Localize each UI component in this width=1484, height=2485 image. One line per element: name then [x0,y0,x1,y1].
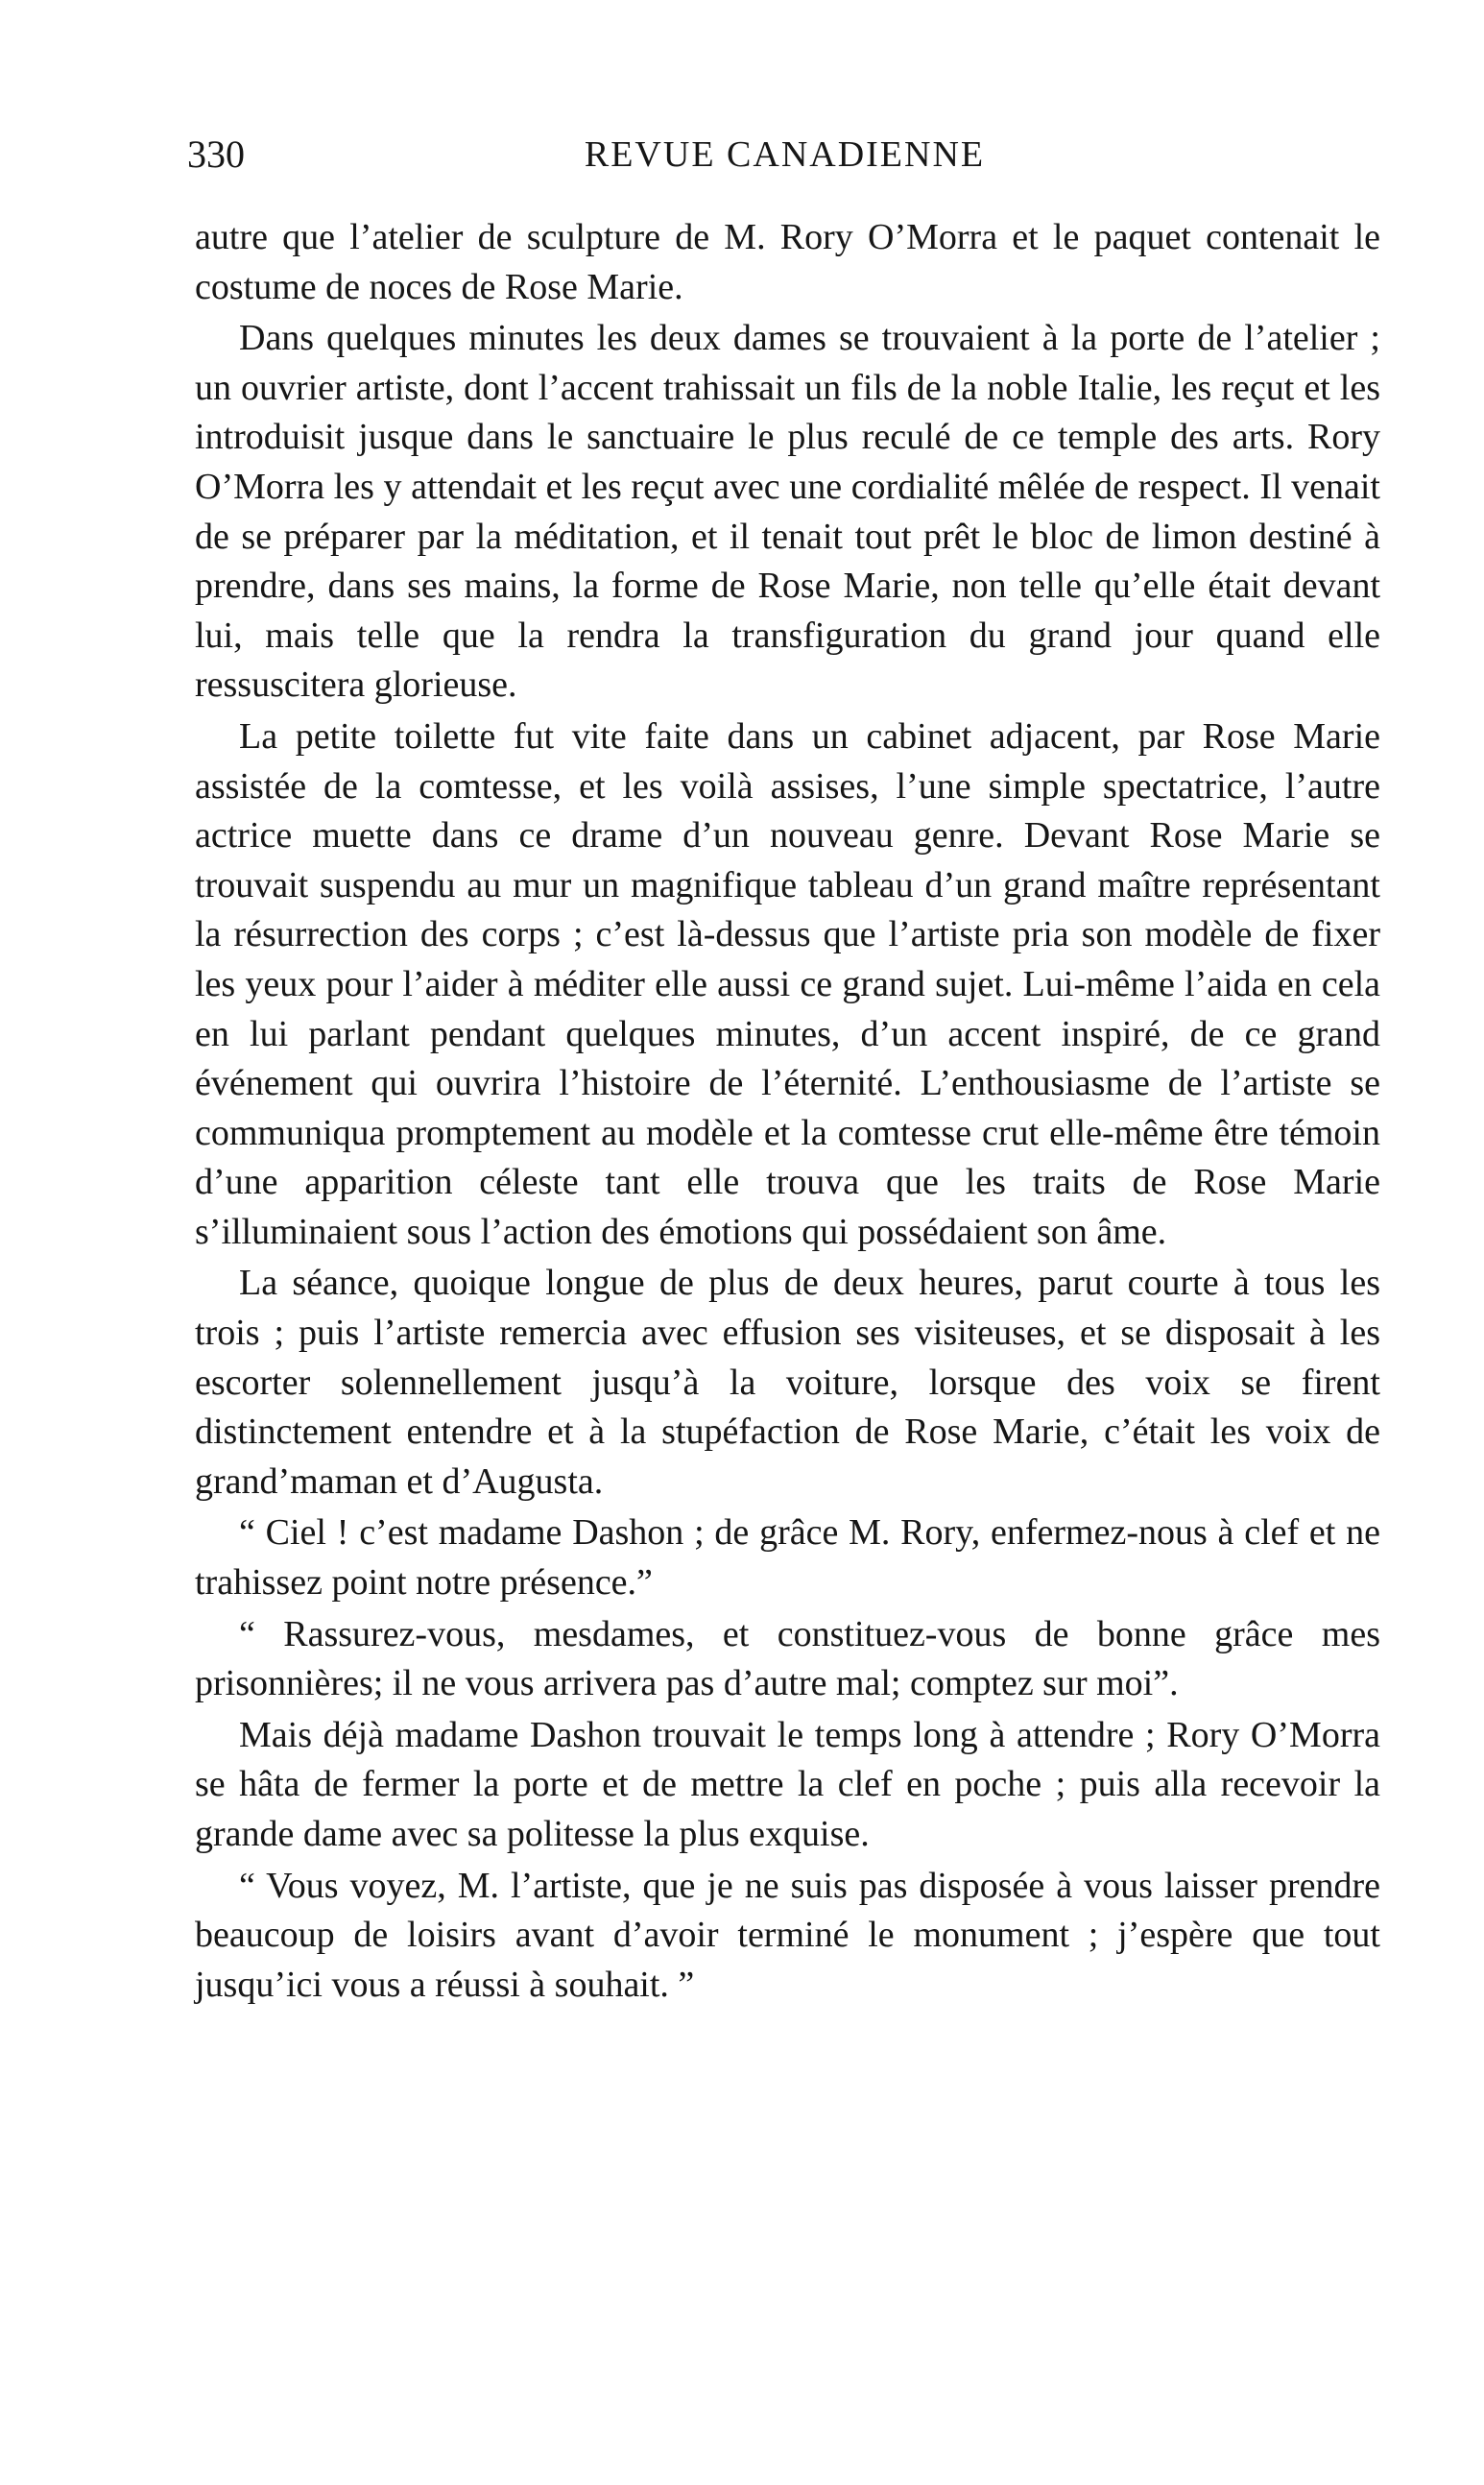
paragraph-atelier-arrival: Dans quelques minutes les deux dames se trouvaient à la porte de l’atelier ; un ouvrier artiste, dont l’accent trahissait un fils de la noble Italie, les reçut et les introduisit jusque dans le sanctuaire le plus reculé de ce temple des arts. Rory O’Morra les y attendait et les reçut avec une cordialité mêlée de respect. Il venait de se préparer par la méditation, et il tenait tout prêt le bloc de limon destiné à prendre, dans ses mains, la forme de Rose Marie, non telle qu’elle était devant lui, mais telle que la rendra la transfiguration du grand jour quand elle ressuscitera glorieuse. [195,318,1380,706]
journal-title: REVUE CANADIENNE [584,134,986,175]
page-number: 330 [187,133,245,176]
running-head [187,130,1382,187]
paragraph-dashon-waiting: Mais déjà madame Dashon trouvait le temps long à attendre ; Rory O’Morra se hâta de fermer la porte et de mettre la clef en poche ; puis alla recevoir la grande dame avec sa politesse la plus exquise. [195,1714,1380,1854]
paragraph-seance: La séance, quoique longue de plus de deux heures, parut courte à tous les trois ; puis l’artiste remercia avec effusion ses visiteuses, et se disposait à les escorter solennellement jusqu’à la voiture, lorsque des voix se firent distinctement entendre et à la stupéfaction de Rose Marie, c’était les voix de grand’maman et d’Augusta. [195,1263,1380,1502]
paragraph-toilette: La petite toilette fut vite faite dans un cabinet adjacent, par Rose Marie assistée de la comtesse, et les voilà assises, l’une simple spectatrice, l’autre actrice muette dans ce drame d’un nouveau genre. Devant Rose Marie se trouvait suspendu au mur un magnifique tableau d’un grand maître représentant la résurrection des corps ; c’est là-dessus que l’artiste pria son modèle de fixer les yeux pour l’aider à méditer elle aussi ce grand sujet. Lui-même l’aida en cela en lui parlant pendant quelques minutes, d’un accent inspiré, de ce grand événement qui ouvrira l’histoire de l’éternité. L’enthousiasme de l’artiste se communiqua promptement au modèle et la comtesse crut elle-même être témoin d’une apparition céleste tant elle trouva que les traits de Rose Marie s’illuminaient sous l’action des émotions qui possédaient son âme. [195,715,1380,1252]
paragraph-dialogue-rassurez: “ Rassurez-vous, mesdames, et constituez-vous de bonne grâce mes prisonnières; il ne vous arrivera pas d’autre mal; comptez sur moi”. [195,1613,1380,1704]
paragraph-continuation: autre que l’atelier de sculpture de M. Rory O’Morra et le paquet contenait le costume de noces de Rose Marie. [195,217,1380,307]
paragraph-dialogue-ciel: “ Ciel ! c’est madame Dashon ; de grâce M. Rory, enfermez-nous à clef et ne trahissez point notre présence.” [195,1512,1380,1604]
paragraph-dialogue-artiste: “ Vous voyez, M. l’artiste, que je ne suis pas disposée à vous laisser prendre beaucoup de loisirs avant d’avoir terminé le monument ; j’espère que tout jusqu’ici vous a réussi à souhait. ” [195,1865,1380,2005]
article-text [195,213,1380,2012]
